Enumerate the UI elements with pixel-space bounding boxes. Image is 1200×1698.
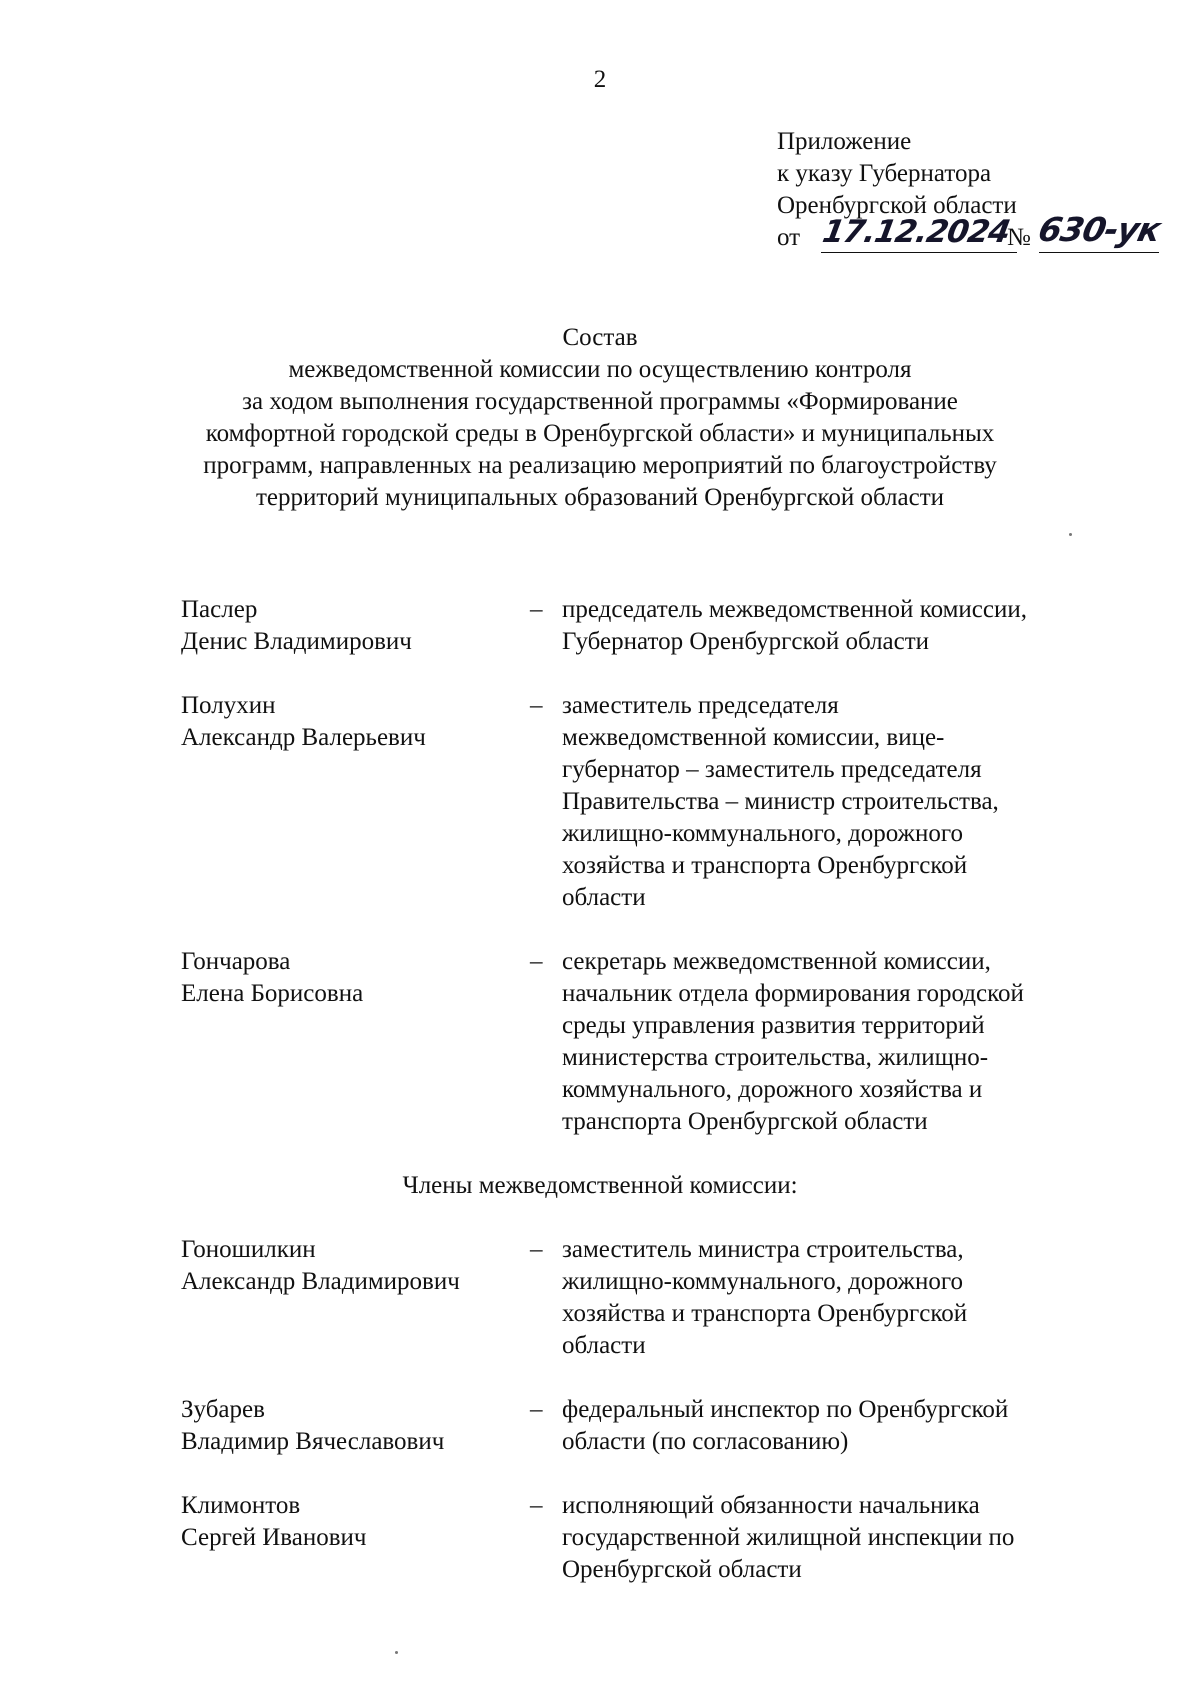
number-sign: № <box>1007 224 1031 251</box>
member-entry <box>181 1394 1131 1458</box>
title-line: территорий муниципальных образований Оренбургской области <box>255 484 945 511</box>
appendix-line: Приложение <box>777 128 912 155</box>
decree-date-line <box>777 210 1177 254</box>
appendix-line: к указу Губернатора <box>777 160 992 187</box>
member-role: исполняющий обязанности начальника государственной жилищной инспекции по Оренбургской области <box>562 1492 1015 1583</box>
handwritten-number: 630-ук <box>1034 210 1164 249</box>
member-role: секретарь межведомственной комиссии, начальник отдела формирования городской среды управления развития территорий министерства строительства, жилищно- коммунального, дорожного хозяйства и транспорта Оренбургской области <box>562 948 1024 1135</box>
member-name: Зубарев Владимир Вячеславович <box>181 1396 445 1455</box>
member-name: Паслер Денис Владимирович <box>181 596 412 655</box>
member-role: председатель межведомственной комиссии, Губернатор Оренбургской области <box>562 596 1027 655</box>
date-underline <box>821 252 1017 253</box>
member-entry <box>181 946 1131 1138</box>
dash-separator: – <box>530 1492 543 1519</box>
title-heading: Состав <box>562 324 638 351</box>
member-name: Полухин Александр Валерьевич <box>181 692 426 751</box>
title-line: за ходом выполнения государственной программы «Формирование <box>242 388 958 415</box>
member-name: Гончарова Елена Борисовна <box>181 948 364 1007</box>
member-name: Климонтов Сергей Иванович <box>181 1492 367 1551</box>
member-name: Гоношилкин Александр Владимирович <box>181 1236 460 1295</box>
member-entry <box>181 594 1131 658</box>
handwritten-date: 17.12.2024 <box>819 214 1013 250</box>
title-line: комфортной городской среды в Оренбургской области» и муниципальных <box>205 420 995 447</box>
members-list <box>181 594 1131 1618</box>
dash-separator: – <box>530 596 543 623</box>
document-title <box>0 322 1200 514</box>
member-role: заместитель председателя межведомственной комиссии, вице- губернатор – заместитель председателя Правительства – министр строительства, жилищно-коммунального, дорожного хозяйства и транспорта Оренбургской области <box>562 692 999 911</box>
dash-separator: – <box>530 1396 543 1423</box>
scan-artifact <box>395 1651 398 1654</box>
member-entry <box>181 1234 1131 1362</box>
title-line: программ, направленных на реализацию мероприятий по благоустройству <box>203 452 997 479</box>
member-entry <box>181 1490 1131 1586</box>
dash-separator: – <box>530 948 543 975</box>
scan-artifact <box>1069 533 1072 536</box>
member-role: заместитель министра строительства, жилищно-коммунального, дорожного хозяйства и транспорта Оренбургской области <box>562 1236 968 1359</box>
appendix-block <box>777 126 1177 254</box>
member-role: федеральный инспектор по Оренбургской области (по согласованию) <box>562 1396 1009 1455</box>
number-underline <box>1039 252 1159 253</box>
member-entry <box>181 690 1131 914</box>
dash-separator: – <box>530 692 543 719</box>
title-line: межведомственной комиссии по осуществлению контроля <box>288 356 912 383</box>
dash-separator: – <box>530 1236 543 1263</box>
page-number: 2 <box>593 66 607 93</box>
appendix-line: Оренбургской области <box>777 192 1017 219</box>
date-prefix: от <box>777 224 801 251</box>
members-heading: Члены межведомственной комиссии: <box>402 1172 798 1199</box>
